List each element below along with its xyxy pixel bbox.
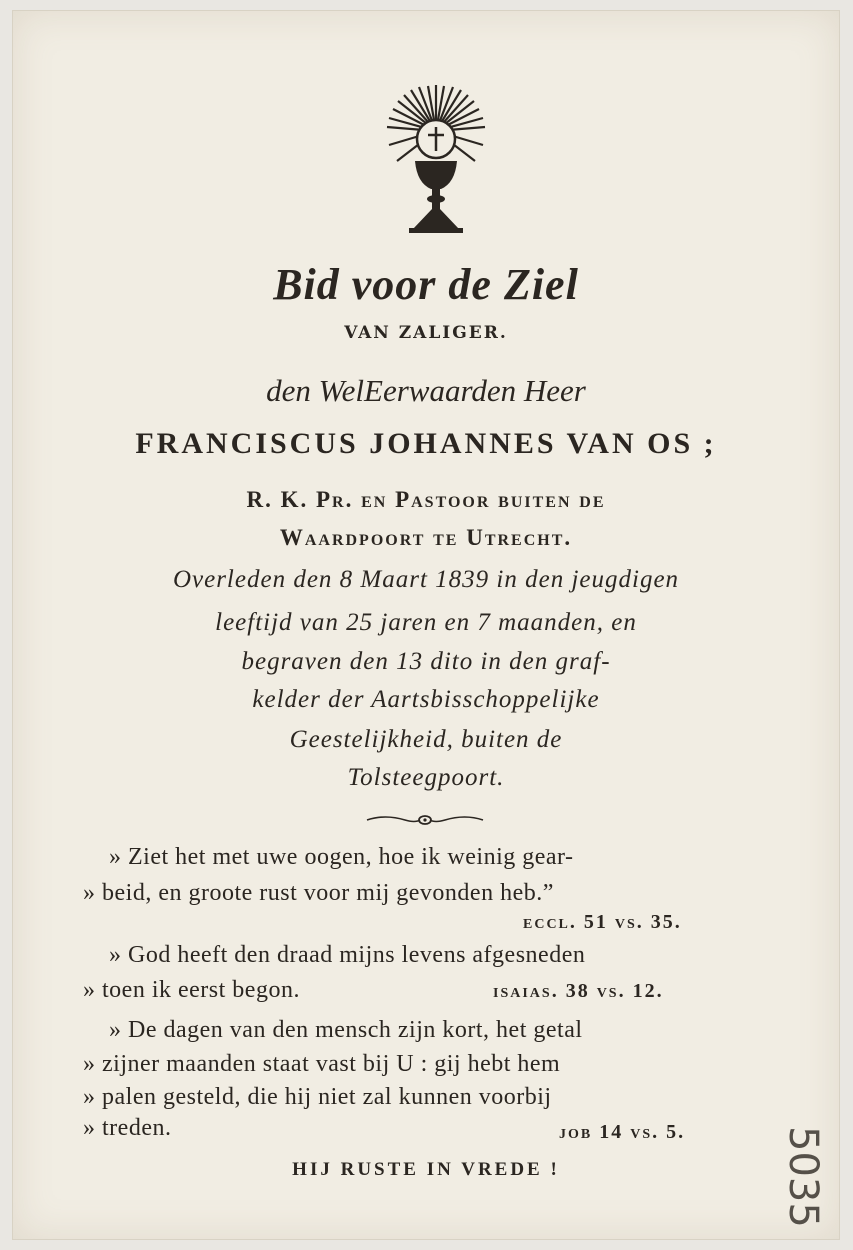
quote-line: » De dagen van den mensch zijn kort, het getal: [109, 1017, 583, 1043]
deceased-name: FRANCISCUS JOHANNES VAN OS ;: [135, 427, 717, 460]
quote-line: » toen ik eerst begon.: [83, 977, 300, 1003]
closing-blessing: HIJ RUSTE IN VREDE !: [292, 1159, 560, 1180]
bio-line: Overleden den 8 Maart 1839 in den jeugdigen: [172, 566, 680, 593]
card-subtitle: VAN ZALIGER.: [344, 323, 508, 343]
quote-reference: job 14 vs. 5.: [559, 1121, 686, 1143]
archive-number: 5035: [780, 1126, 826, 1228]
chalice-with-radiant-host-icon: [381, 83, 491, 235]
role-line-1: R. K. Pr. en Pastoor buiten de: [246, 487, 606, 512]
card-title: Bid voor de Ziel: [273, 260, 579, 309]
quote-line: » God heeft den draad mijns levens afgesneden: [109, 942, 586, 968]
bio-line: kelder der Aartsbisschoppelijke: [252, 686, 600, 713]
bio-line: Tolsteegpoort.: [347, 764, 505, 791]
ornamental-divider-icon: [365, 811, 485, 829]
honorific: den WelEerwaarden Heer: [266, 373, 586, 408]
quote-reference: isaias. 38 vs. 12.: [493, 980, 664, 1002]
quote-line: » treden.: [83, 1115, 172, 1141]
quote-line: » Ziet het met uwe oogen, hoe ik weinig gear-: [109, 844, 574, 870]
memorial-card: [12, 10, 840, 1240]
bio-line: Geestelijkheid, buiten de: [289, 726, 563, 753]
quote-reference: eccl. 51 vs. 35.: [523, 911, 682, 933]
quote-line: » zijner maanden staat vast bij U : gij hebt hem: [83, 1051, 561, 1077]
role-line-2: Waardpoort te Utrecht.: [279, 525, 573, 550]
quote-line: » palen gesteld, die hij niet zal kunnen voorbij: [83, 1084, 552, 1110]
bio-line: leeftijd van 25 jaren en 7 maanden, en: [215, 609, 637, 636]
bio-line: begraven den 13 dito in den graf-: [241, 648, 611, 675]
quote-line: » beid, en groote rust voor mij gevonden heb.”: [83, 880, 554, 906]
